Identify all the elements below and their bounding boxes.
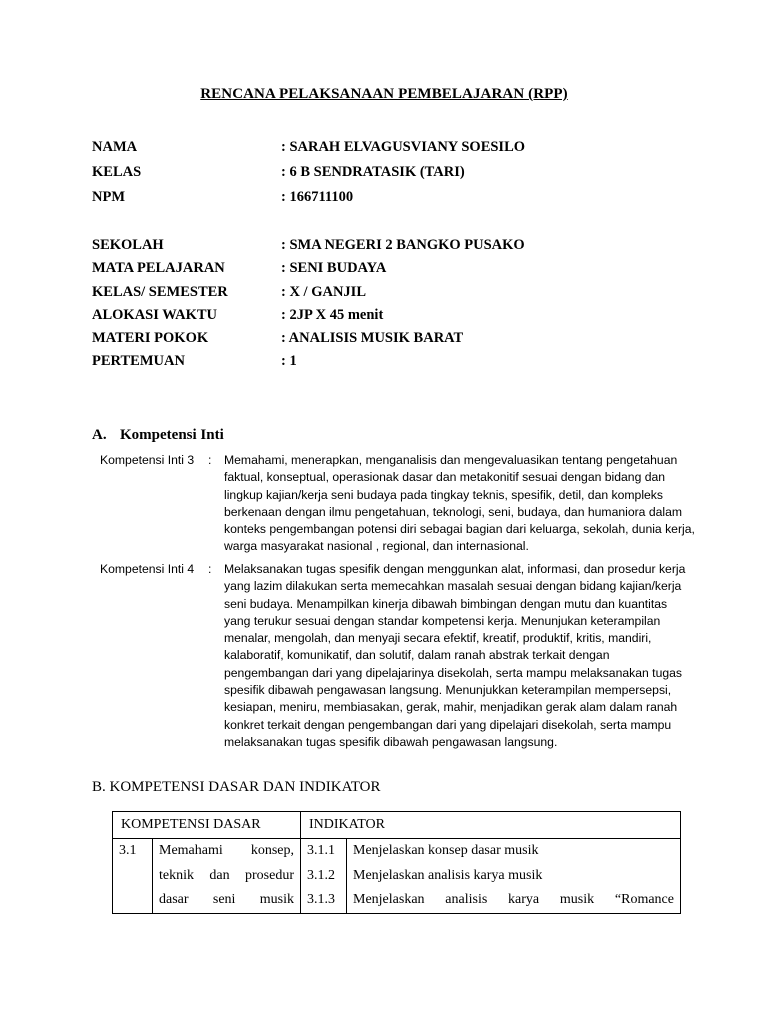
field-value: : 166711100 [281,189,354,205]
ki-line: kalaboratif, komunikatif, dan solutif, dalam ranah abstrak terkait dengan [224,648,610,663]
ki-line: faktual, konseptual, operasionak dasar dan metakonitif sesuai dengan bidang dan [224,470,666,485]
ki-text [224,561,686,751]
ki-line: berkenaan dengan ilmu pengetahuan, teknologi, seni, budaya, dan humaniora dalam [224,504,683,519]
field-label: NPM [92,189,126,205]
indicator-number-cell [301,839,347,914]
indicator-text-cell [347,839,681,914]
field-value: : SENI BUDAYA [281,260,387,276]
ki-line: spesifik dibawah pengawasan langsung. Menunjukkan keterampilan mempersepsi, [224,683,672,698]
kd-line: dasar seni musik [159,892,294,907]
field-mata-pelajaran [92,260,712,282]
field-materi-pokok [92,330,712,352]
indicator-text: Menjelaskan analisis karya musik “Romance [353,892,674,907]
ki-colon: : [208,562,212,576]
field-label: KELAS/ SEMESTER [92,284,228,300]
field-value: : 2JP X 45 menit [281,307,384,323]
kd-text-cell [153,839,301,914]
section-title: Kompetensi Inti [120,427,224,443]
indicator-number: 3.1.3 [307,892,335,907]
kompetensi-dasar-table [112,811,681,914]
field-nama [92,139,712,161]
ki-label: Kompetensi Inti 3 [100,453,195,467]
field-kelas [92,164,712,186]
indicator-text: Menjelaskan analisis karya musik [353,867,543,883]
field-pertemuan [92,353,712,375]
ki-line: Memahami, menerapkan, menganalisis dan mengevaluasikan tentang pengetahuan [224,453,678,467]
ki-line: kesiapan, meniru, membiasakan, gerak, mahir, menjadikan gerak alam dalam ranah [224,700,678,715]
field-value: : SMA NEGERI 2 BANGKO PUSAKO [281,237,525,253]
ki-line: menalar, mengolah, dan menyaji secara efektif, kreatif, produktif, kritis, mandiri, [224,631,652,646]
ki-line: konteks pengembangan potensi diri sebagai bagian dari keluarga, sekolah, dunia kerja, [224,522,695,537]
ki-colon: : [208,453,212,467]
field-label: MATERI POKOK [92,330,209,346]
field-value: : ANALISIS MUSIK BARAT [281,330,464,346]
field-label: SEKOLAH [92,237,164,253]
field-sekolah [92,237,712,259]
field-label: ALOKASI WAKTU [92,307,218,323]
kd-line: Memahami konsep, [159,843,294,858]
ki-line: konkret terkait dengan pengembangan dari yang dipelajari disekolah, serta mampu [224,717,672,732]
field-npm [92,189,712,211]
header-kompetensi-dasar: KOMPETENSI DASAR [113,812,301,839]
section-b-heading: B. KOMPETENSI DASAR DAN INDIKATOR [92,779,381,795]
ki-line: warga masyarakat nasional , regional, dan internasional. [224,539,529,554]
indicator-text: Menjelaskan konsep dasar musik [353,843,539,858]
ki-line: Melaksanakan tugas spesifik dengan menggunkan alat, informasi, dan prosedur kerja [224,562,686,576]
ki-text [224,452,695,556]
ki-line: lingkup kajian/kerja seni budaya pada tingkay teknis, spesifik, detil, dan kompleks [224,487,663,502]
ki-line: pengembangan dari yang dipelajarinya disekolah, serta mampu melaksanakan tugas [224,665,682,680]
ki-label: Kompetensi Inti 4 [100,562,195,576]
table-header-row [113,812,681,839]
document-title: RENCANA PELAKSANAAN PEMBELAJARAN (RPP) [200,86,568,102]
field-value: : 6 B SENDRATASIK (TARI) [281,164,465,180]
table-row [113,839,681,914]
field-label: PERTEMUAN [92,353,185,369]
field-label: MATA PELAJARAN [92,260,225,276]
section-a-heading [92,427,224,444]
indicator-number: 3.1.2 [307,867,335,883]
ki-line: melaksanakan tugas spesifik dibawah pengawasan langsung. [224,734,558,749]
field-value: : X / GANJIL [281,284,366,300]
kd-number: 3.1 [119,843,137,858]
indicator-number: 3.1.1 [307,843,335,858]
field-kelas-semester [92,284,712,306]
field-label: KELAS [92,164,142,180]
ki-line: yang terukur sesuai dengan standar kompetensi kerja. Menunjukan keterampilan [224,613,661,628]
field-value: : 1 [281,353,297,369]
field-label: NAMA [92,139,138,155]
section-letter: A. [92,427,107,443]
ki-line: yang lazim dilakukan serta memecahkan masalah sesuai dengan bidang kajian/kerja [224,579,682,594]
ki-line: seni budaya. Menampilkan kinerja dibawah bimbingan dengan mutu dan kuantitas [224,596,668,611]
header-indikator: INDIKATOR [301,812,681,839]
field-alokasi-waktu [92,307,712,329]
field-value: : SARAH ELVAGUSVIANY SOESILO [281,139,526,155]
kd-number-cell [113,839,153,914]
kd-line: teknik dan prosedur [159,867,294,883]
